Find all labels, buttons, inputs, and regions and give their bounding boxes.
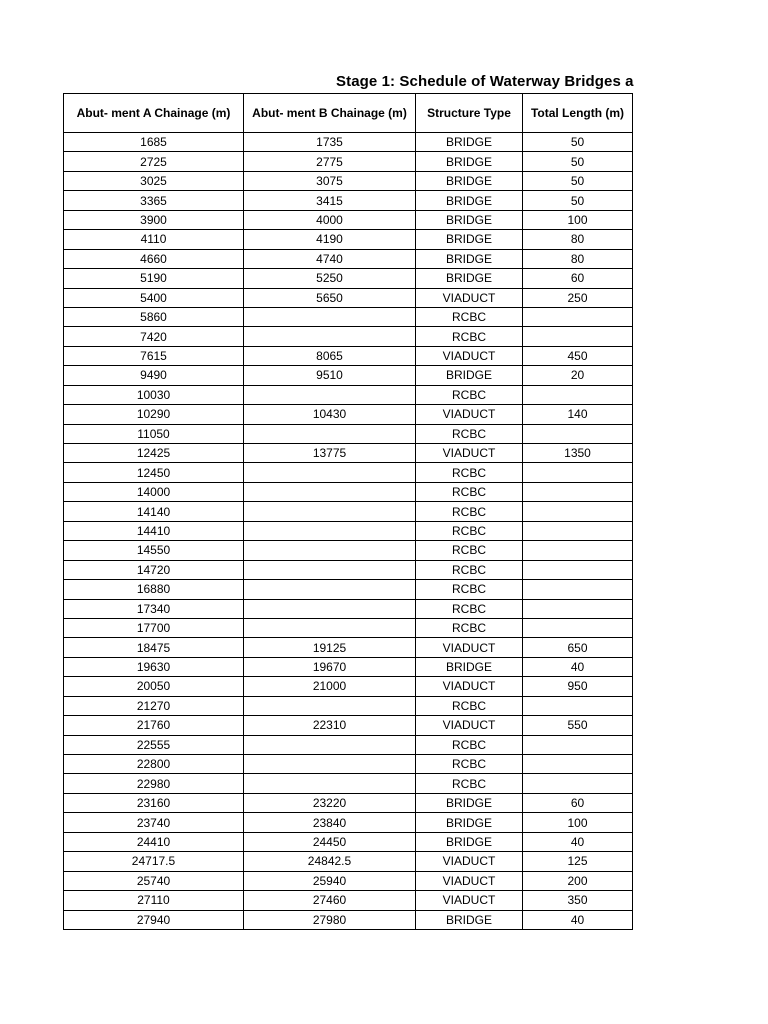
total-length-cell: 200 [523,871,633,890]
total-length-cell [523,424,633,443]
column-header-abutment-b: Abut- ment B Chainage (m) [244,94,416,133]
total-length-cell: 50 [523,152,633,171]
abutment-a-chainage-cell: 10030 [64,385,244,404]
structure-type-cell: RCBC [416,541,523,560]
structure-type-cell: RCBC [416,755,523,774]
total-length-cell: 250 [523,288,633,307]
header-row [64,94,633,133]
table-row [64,307,633,326]
abutment-a-chainage-cell: 3025 [64,171,244,190]
table-body [64,133,633,930]
table-row [64,133,633,152]
table-row [64,852,633,871]
table-row [64,832,633,851]
structure-type-cell: BRIDGE [416,366,523,385]
structure-type-cell: BRIDGE [416,793,523,812]
abutment-a-chainage-cell: 18475 [64,638,244,657]
table-row [64,502,633,521]
table-row [64,482,633,501]
abutment-b-chainage-cell: 24450 [244,832,416,851]
page-title: Stage 1: Schedule of Waterway Bridges a [336,73,634,90]
total-length-cell: 60 [523,269,633,288]
abutment-a-chainage-cell: 27110 [64,891,244,910]
table-row [64,871,633,890]
total-length-cell: 20 [523,366,633,385]
table-header [64,94,633,133]
abutment-a-chainage-cell: 22555 [64,735,244,754]
abutment-b-chainage-cell: 8065 [244,346,416,365]
abutment-a-chainage-cell: 16880 [64,580,244,599]
table-row [64,346,633,365]
total-length-cell [523,696,633,715]
structure-type-cell: RCBC [416,385,523,404]
total-length-cell: 125 [523,852,633,871]
abutment-b-chainage-cell: 21000 [244,677,416,696]
abutment-b-chainage-cell [244,560,416,579]
abutment-a-chainage-cell: 12425 [64,444,244,463]
abutment-a-chainage-cell: 5190 [64,269,244,288]
total-length-cell: 950 [523,677,633,696]
abutment-a-chainage-cell: 14410 [64,521,244,540]
structure-type-cell: BRIDGE [416,191,523,210]
table-row [64,599,633,618]
total-length-cell: 50 [523,171,633,190]
abutment-a-chainage-cell: 20050 [64,677,244,696]
table-row [64,191,633,210]
abutment-b-chainage-cell: 22310 [244,716,416,735]
abutment-a-chainage-cell: 7615 [64,346,244,365]
table-row [64,521,633,540]
table-row [64,152,633,171]
abutment-a-chainage-cell: 14550 [64,541,244,560]
table-row [64,618,633,637]
table-row [64,541,633,560]
structure-type-cell: RCBC [416,735,523,754]
abutment-a-chainage-cell: 17700 [64,618,244,637]
table-row [64,774,633,793]
structure-type-cell: VIADUCT [416,891,523,910]
abutment-a-chainage-cell: 19630 [64,657,244,676]
structure-type-cell: RCBC [416,599,523,618]
table-row [64,793,633,812]
structure-type-cell: BRIDGE [416,152,523,171]
abutment-b-chainage-cell [244,521,416,540]
total-length-cell: 40 [523,910,633,929]
abutment-b-chainage-cell: 27460 [244,891,416,910]
abutment-a-chainage-cell: 3365 [64,191,244,210]
abutment-a-chainage-cell: 14140 [64,502,244,521]
total-length-cell [523,580,633,599]
abutment-a-chainage-cell: 22980 [64,774,244,793]
abutment-b-chainage-cell: 19670 [244,657,416,676]
total-length-cell [523,502,633,521]
abutment-b-chainage-cell: 24842.5 [244,852,416,871]
table-row [64,891,633,910]
table-row [64,755,633,774]
abutment-a-chainage-cell: 21270 [64,696,244,715]
structure-type-cell: VIADUCT [416,677,523,696]
abutment-b-chainage-cell [244,599,416,618]
abutment-b-chainage-cell [244,696,416,715]
table-row [64,424,633,443]
abutment-b-chainage-cell [244,482,416,501]
abutment-b-chainage-cell: 4740 [244,249,416,268]
abutment-b-chainage-cell [244,307,416,326]
abutment-b-chainage-cell: 13775 [244,444,416,463]
total-length-cell: 650 [523,638,633,657]
structure-type-cell: BRIDGE [416,657,523,676]
abutment-a-chainage-cell: 10290 [64,405,244,424]
structure-type-cell: RCBC [416,502,523,521]
abutment-b-chainage-cell [244,463,416,482]
total-length-cell: 50 [523,133,633,152]
abutment-b-chainage-cell: 2775 [244,152,416,171]
total-length-cell: 1350 [523,444,633,463]
abutment-a-chainage-cell: 4660 [64,249,244,268]
structure-type-cell: RCBC [416,521,523,540]
abutment-b-chainage-cell [244,385,416,404]
abutment-a-chainage-cell: 12450 [64,463,244,482]
structure-type-cell: RCBC [416,774,523,793]
structure-type-cell: RCBC [416,580,523,599]
table-row [64,580,633,599]
abutment-a-chainage-cell: 3900 [64,210,244,229]
table-row [64,813,633,832]
abutment-a-chainage-cell: 23740 [64,813,244,832]
abutment-b-chainage-cell: 4190 [244,230,416,249]
abutment-a-chainage-cell: 4110 [64,230,244,249]
total-length-cell [523,599,633,618]
table-row [64,560,633,579]
abutment-b-chainage-cell: 23840 [244,813,416,832]
total-length-cell [523,385,633,404]
structure-type-cell: BRIDGE [416,813,523,832]
total-length-cell: 80 [523,230,633,249]
total-length-cell: 550 [523,716,633,735]
table-row [64,910,633,929]
total-length-cell [523,307,633,326]
structure-type-cell: BRIDGE [416,133,523,152]
total-length-cell [523,541,633,560]
structure-type-cell: RCBC [416,482,523,501]
structure-type-cell: VIADUCT [416,716,523,735]
abutment-b-chainage-cell [244,580,416,599]
structure-type-cell: VIADUCT [416,288,523,307]
total-length-cell: 140 [523,405,633,424]
table-row [64,677,633,696]
structure-type-cell: VIADUCT [416,444,523,463]
structure-type-cell: BRIDGE [416,171,523,190]
abutment-a-chainage-cell: 14000 [64,482,244,501]
abutment-a-chainage-cell: 23160 [64,793,244,812]
abutment-b-chainage-cell: 25940 [244,871,416,890]
table-row [64,735,633,754]
abutment-b-chainage-cell: 3075 [244,171,416,190]
total-length-cell: 40 [523,832,633,851]
table-row [64,210,633,229]
abutment-a-chainage-cell: 9490 [64,366,244,385]
abutment-b-chainage-cell: 1735 [244,133,416,152]
table-row [64,171,633,190]
table-row [64,463,633,482]
abutment-b-chainage-cell [244,755,416,774]
abutment-b-chainage-cell: 5250 [244,269,416,288]
total-length-cell: 100 [523,210,633,229]
abutment-b-chainage-cell [244,502,416,521]
table-row [64,327,633,346]
structure-type-cell: VIADUCT [416,852,523,871]
table-row [64,405,633,424]
structure-type-cell: RCBC [416,327,523,346]
abutment-a-chainage-cell: 24410 [64,832,244,851]
abutment-b-chainage-cell [244,735,416,754]
table-row [64,638,633,657]
abutment-b-chainage-cell: 9510 [244,366,416,385]
structure-type-cell: BRIDGE [416,832,523,851]
total-length-cell: 350 [523,891,633,910]
total-length-cell [523,560,633,579]
table-row [64,249,633,268]
column-header-total-length: Total Length (m) [523,94,633,133]
table-row [64,385,633,404]
abutment-a-chainage-cell: 17340 [64,599,244,618]
total-length-cell [523,463,633,482]
abutment-b-chainage-cell [244,618,416,637]
structure-type-cell: RCBC [416,424,523,443]
total-length-cell: 60 [523,793,633,812]
structure-type-cell: VIADUCT [416,638,523,657]
abutment-b-chainage-cell [244,774,416,793]
abutment-a-chainage-cell: 7420 [64,327,244,346]
column-header-structure-type: Structure Type [416,94,523,133]
total-length-cell [523,774,633,793]
abutment-a-chainage-cell: 14720 [64,560,244,579]
structure-type-cell: VIADUCT [416,871,523,890]
abutment-b-chainage-cell: 5650 [244,288,416,307]
abutment-b-chainage-cell [244,327,416,346]
column-header-abutment-a: Abut- ment A Chainage (m) [64,94,244,133]
total-length-cell [523,735,633,754]
abutment-a-chainage-cell: 5860 [64,307,244,326]
abutment-b-chainage-cell: 4000 [244,210,416,229]
structure-type-cell: VIADUCT [416,346,523,365]
table-row [64,657,633,676]
structure-type-cell: VIADUCT [416,405,523,424]
total-length-cell: 100 [523,813,633,832]
abutment-b-chainage-cell [244,424,416,443]
abutment-a-chainage-cell: 22800 [64,755,244,774]
abutment-b-chainage-cell [244,541,416,560]
table-row [64,230,633,249]
total-length-cell [523,618,633,637]
table-row [64,288,633,307]
structure-type-cell: RCBC [416,696,523,715]
total-length-cell [523,521,633,540]
structure-type-cell: BRIDGE [416,910,523,929]
abutment-a-chainage-cell: 2725 [64,152,244,171]
total-length-cell: 50 [523,191,633,210]
structure-type-cell: RCBC [416,463,523,482]
structure-type-cell: BRIDGE [416,210,523,229]
abutment-b-chainage-cell: 23220 [244,793,416,812]
structure-type-cell: RCBC [416,618,523,637]
abutment-b-chainage-cell: 27980 [244,910,416,929]
structure-type-cell: BRIDGE [416,249,523,268]
abutment-a-chainage-cell: 5400 [64,288,244,307]
abutment-b-chainage-cell: 19125 [244,638,416,657]
table-row [64,269,633,288]
bridge-schedule-table [63,93,633,930]
structure-type-cell: BRIDGE [416,269,523,288]
table-row [64,716,633,735]
total-length-cell: 80 [523,249,633,268]
abutment-a-chainage-cell: 21760 [64,716,244,735]
structure-type-cell: BRIDGE [416,230,523,249]
abutment-b-chainage-cell: 3415 [244,191,416,210]
abutment-a-chainage-cell: 11050 [64,424,244,443]
table-row [64,696,633,715]
total-length-cell [523,755,633,774]
abutment-b-chainage-cell: 10430 [244,405,416,424]
abutment-a-chainage-cell: 24717.5 [64,852,244,871]
table-row [64,444,633,463]
total-length-cell: 450 [523,346,633,365]
table-row [64,366,633,385]
abutment-a-chainage-cell: 25740 [64,871,244,890]
abutment-a-chainage-cell: 27940 [64,910,244,929]
total-length-cell: 40 [523,657,633,676]
total-length-cell [523,482,633,501]
structure-type-cell: RCBC [416,307,523,326]
abutment-a-chainage-cell: 1685 [64,133,244,152]
total-length-cell [523,327,633,346]
structure-type-cell: RCBC [416,560,523,579]
